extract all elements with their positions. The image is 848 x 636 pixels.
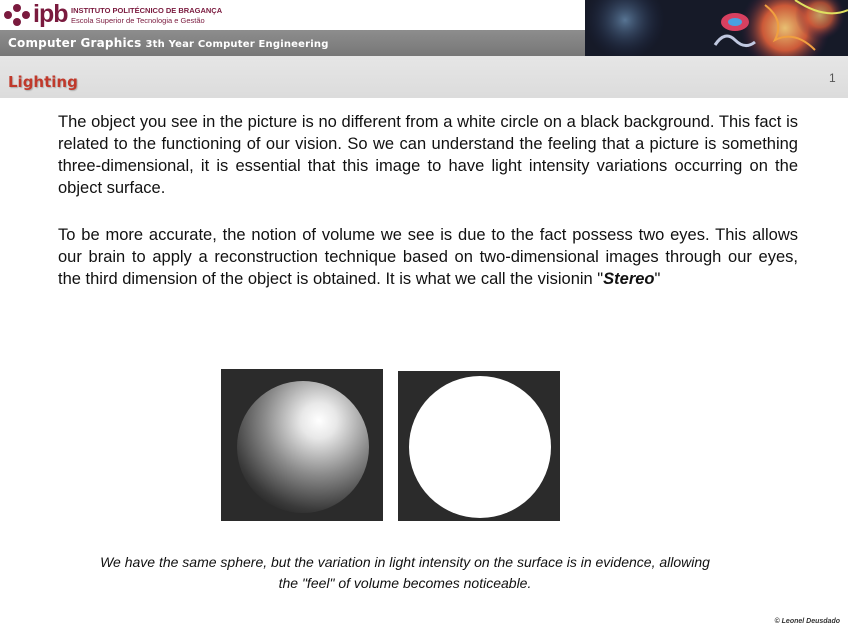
figure-caption: We have the same sphere, but the variation in light intensity on the surface is in evidence, allowing the "feel" of volume becomes noticeable. bbox=[100, 554, 710, 591]
logo-letters: ipb bbox=[33, 0, 68, 28]
school-name: Escola Superior de Tecnologia e Gestão bbox=[71, 16, 205, 25]
institute-logo bbox=[0, 0, 223, 29]
author-credit: © Leonel Deusdado bbox=[774, 618, 840, 625]
shaded-sphere-image bbox=[221, 369, 383, 521]
stereo-emphasis: Stereo bbox=[603, 270, 655, 288]
slide-title: Lighting bbox=[8, 73, 78, 91]
paragraph-1: The object you see in the picture is no different from a white circle on a black background. This fact is related to the functioning of our vision. So we can understand the feeling that a picture is something three-dimensional, it is essential that this image to have light intensity variations occurring on the object surface. bbox=[58, 113, 798, 197]
title-bar bbox=[0, 56, 848, 98]
ipb-emblem-icon bbox=[2, 3, 32, 27]
flat-circle-image bbox=[398, 371, 560, 521]
course-year: 3th Year Computer Engineering bbox=[145, 39, 329, 50]
artwork-illustration bbox=[585, 0, 848, 56]
page-number: 1 bbox=[829, 71, 836, 85]
paragraph-2-end: " bbox=[654, 270, 661, 288]
flat-circle-figure bbox=[398, 371, 560, 521]
course-heading bbox=[8, 36, 329, 50]
course-title: Computer Graphics bbox=[8, 36, 142, 50]
shaded-sphere-figure bbox=[221, 369, 383, 521]
paragraph-2-text: To be more accurate, the notion of volume we see is due to the fact possess two eyes. This allows our brain to apply a reconstruction technique based on two-dimensional images through our eyes, the third dimension of the object is obtained. It is what we call the visionin " bbox=[58, 226, 798, 288]
paragraph-2 bbox=[58, 224, 798, 290]
institute-name: INSTITUTO POLITÉCNICO DE BRAGANÇA bbox=[71, 6, 223, 15]
header-artwork bbox=[585, 0, 848, 56]
